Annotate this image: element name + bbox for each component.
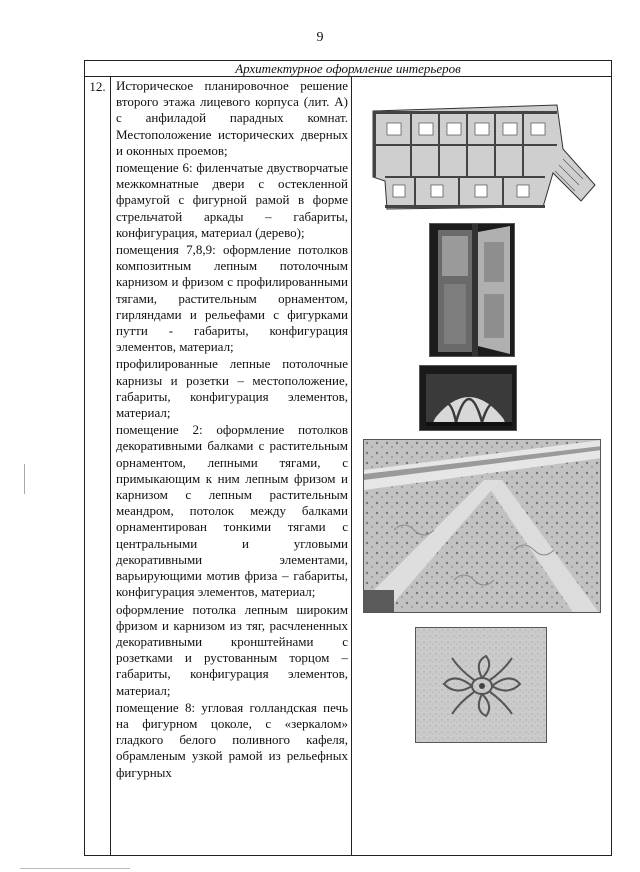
paragraph-room-8: помещение 8: угловая голландская печь на фигурном цоколе, с «зеркалом» гладкого белого поливного кафеля, обрамленым узкой рамой из рельефных фигурных <box>116 699 348 780</box>
table-header: Архитектурное оформление интерьеров <box>85 61 611 77</box>
images-cell <box>353 77 611 855</box>
table-row <box>85 77 611 855</box>
door-photo <box>429 223 515 357</box>
paragraph-frieze: оформление потолка лепным широким фризом и карнизом из тяг, расчлененных декоративными кронштейнами с розетками и рустованным торцом – габариты, конфигурация элементов, материал; <box>116 601 348 698</box>
paragraph-rooms-7-8-9: помещения 7,8,9: оформление потолков композитным лепным потолочным карнизом и фризом с профилированными тягами, растительным орнаментом, гирляндами и рельефами с фигурками путти - габариты, конфигурация элементов, материал; <box>116 242 348 355</box>
paragraph-room-6: помещение 6: филенчатые двустворчатые межкомнатные двери с остекленной фрамугой с фигурной рамой в форме стрельчатой аркады – габариты, конфигурация, материал (дерево); <box>116 160 348 240</box>
ceiling-rosette-photo <box>415 627 547 743</box>
floor-plan-image <box>367 89 599 213</box>
page-number: 9 <box>316 30 324 45</box>
paragraph-cornices: профилированные лепные потолочные карнизы и розетки – местоположение, габариты, конфигурация элементов, материал; <box>116 356 348 421</box>
interiors-table <box>84 60 612 856</box>
transom-photo <box>419 365 517 431</box>
footer-line <box>20 868 130 869</box>
margin-mark <box>24 464 25 494</box>
paragraph-room-2: помещение 2: оформление потолков декоративными балками с растительным орнаментом, лепными тягами, с примыкающим к ним лепным фризом и карнизом с лепным растительным меандром, потолок между балками орнаментирован тонкими тягами с центральными и угловыми декоративными элементами, варьирующими мотив фриза – габариты, конфигурация элементов, материал; <box>116 422 348 600</box>
description-cell <box>112 77 352 855</box>
paragraph-layout: Историческое планировочное решение второго этажа лицевого корпуса (лит. А) с анфиладой парадных комнат. Местоположение исторических дверных и оконных проемов; <box>116 78 348 158</box>
row-number: 12. <box>85 77 111 855</box>
ceiling-beams-photo <box>363 439 601 613</box>
